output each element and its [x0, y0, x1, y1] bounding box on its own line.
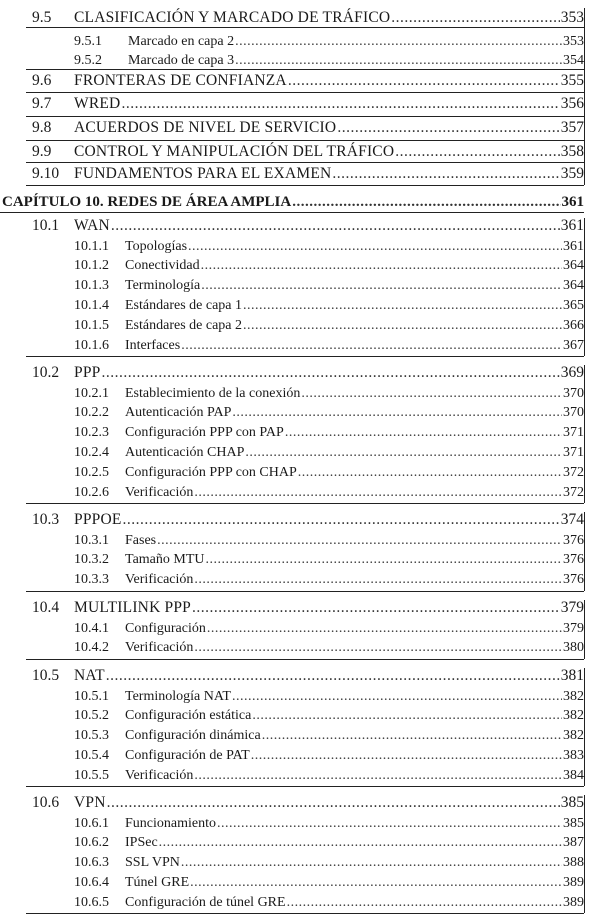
- entry-title: CLASIFICACIÓN Y MARCADO DE TRÁFICO: [74, 9, 391, 26]
- entry-title: Marcado de capa 3: [128, 53, 235, 68]
- dot-leader: [194, 638, 562, 658]
- entry-number: 9.6: [32, 72, 52, 89]
- entry-number: 10.3.3: [74, 572, 109, 587]
- entry-title: Estándares de capa 2: [125, 318, 242, 333]
- entry-page-number: 379: [560, 599, 584, 616]
- entry-page-number: 361: [560, 217, 584, 234]
- toc-subsection-entry[interactable]: [0, 403, 584, 423]
- entry-title: Verificación: [125, 485, 194, 500]
- entry-page-number: 370: [563, 386, 584, 401]
- group-border: [584, 600, 585, 659]
- entry-title: Túnel GRE: [125, 875, 190, 890]
- entry-title: Verificación: [125, 572, 194, 587]
- dot-leader: [190, 873, 562, 893]
- group-separator: [26, 27, 584, 28]
- entry-title: Configuración dinámica: [125, 728, 261, 743]
- toc-subsection-entry[interactable]: [0, 384, 584, 404]
- entry-title: Tamaño MTU: [125, 552, 205, 567]
- entry-title: PPPOE: [74, 511, 122, 528]
- group-separator: [26, 591, 584, 592]
- entry-number: 10.2.5: [74, 465, 109, 480]
- entry-page-number: 381: [560, 667, 584, 684]
- entry-title: CONTROL Y MANIPULACIÓN DEL TRÁFICO: [74, 143, 395, 160]
- entry-page-number: 361: [561, 194, 584, 210]
- entry-number: 10.3.2: [74, 552, 109, 567]
- entry-number: 10.6.4: [74, 875, 109, 890]
- group-separator: [26, 92, 584, 93]
- entry-number: 10.1.3: [74, 278, 109, 293]
- entry-page-number: 361: [563, 239, 584, 254]
- entry-page-number: 376: [563, 533, 584, 548]
- dot-leader: [232, 687, 562, 707]
- toc-subsection-entry[interactable]: [0, 336, 584, 356]
- dot-leader: [285, 423, 562, 443]
- entry-page-number: 372: [563, 465, 584, 480]
- entry-number: 10.1.6: [74, 338, 109, 353]
- entry-number: 10.6.2: [74, 835, 109, 850]
- group-separator: [26, 140, 584, 141]
- entry-page-number: 358: [560, 143, 584, 160]
- group-separator: [26, 116, 584, 117]
- entry-number: 10.5.5: [74, 768, 109, 783]
- entry-page-number: 366: [563, 318, 584, 333]
- toc-subsection-entry[interactable]: [0, 873, 584, 893]
- toc-section-entry[interactable]: [0, 71, 584, 91]
- dot-leader: [106, 666, 560, 686]
- entry-title: CAPÍTULO 10. REDES DE ÁREA AMPLIA: [2, 194, 292, 210]
- entry-title: Terminología NAT: [125, 689, 231, 704]
- dot-leader: [207, 619, 562, 639]
- dot-leader: [395, 142, 560, 162]
- entry-title: Autenticación PAP: [125, 405, 232, 420]
- toc-subsection-entry[interactable]: [0, 463, 584, 483]
- dot-leader: [201, 276, 562, 296]
- dot-leader: [391, 8, 559, 28]
- toc-subsection-entry[interactable]: [0, 687, 584, 707]
- entry-page-number: 374: [560, 511, 584, 528]
- dot-leader: [101, 363, 559, 383]
- entry-page-number: 382: [563, 689, 584, 704]
- entry-title: Verificación: [125, 640, 194, 655]
- dot-leader: [192, 598, 560, 618]
- entry-page-number: 382: [563, 708, 584, 723]
- entry-page-number: 353: [563, 34, 584, 49]
- dot-leader: [252, 706, 562, 726]
- group-border: [584, 512, 585, 591]
- dot-leader: [332, 164, 559, 184]
- entry-title: NAT: [74, 667, 105, 684]
- entry-title: Marcado en capa 2: [128, 34, 235, 49]
- dot-leader: [243, 296, 562, 316]
- entry-title: ACUERDOS DE NIVEL DE SERVICIO: [74, 119, 337, 136]
- toc-subsection-entry[interactable]: [0, 893, 584, 913]
- entry-title: Configuración: [125, 621, 206, 636]
- entry-number: 10.6.5: [74, 895, 109, 910]
- group-border: [584, 365, 585, 503]
- entry-page-number: 379: [563, 621, 584, 636]
- entry-page-number: 367: [563, 338, 584, 353]
- entry-page-number: 376: [563, 552, 584, 567]
- group-border: [584, 8, 585, 185]
- toc-section-entry[interactable]: [0, 94, 584, 114]
- entry-page-number: 370: [563, 405, 584, 420]
- dot-leader: [217, 814, 562, 834]
- group-border: [584, 218, 585, 356]
- entry-number: 10.5.3: [74, 728, 109, 743]
- entry-page-number: 364: [563, 278, 584, 293]
- entry-number: 10.2.6: [74, 485, 109, 500]
- toc-subsection-entry[interactable]: [0, 726, 584, 746]
- entry-title: Establecimiento de la conexión: [125, 386, 301, 401]
- entry-number: 9.5.2: [74, 53, 102, 68]
- entry-title: IPSec: [125, 835, 158, 850]
- entry-title: Interfaces: [125, 338, 181, 353]
- group-separator: [26, 356, 584, 357]
- dot-leader: [337, 118, 559, 138]
- toc-subsection-entry[interactable]: [0, 237, 584, 257]
- group-border: [584, 795, 585, 913]
- toc-subsection-entry[interactable]: [0, 316, 584, 336]
- toc-subsection-entry[interactable]: [0, 638, 584, 658]
- dot-leader: [251, 746, 562, 766]
- entry-number: 10.2.2: [74, 405, 109, 420]
- dot-leader: [201, 256, 562, 276]
- entry-page-number: 389: [563, 895, 584, 910]
- entry-page-number: 359: [560, 165, 584, 182]
- entry-number: 10.6.3: [74, 855, 109, 870]
- entry-number: 9.7: [32, 95, 52, 112]
- entry-number: 10.4.1: [74, 621, 109, 636]
- toc-section-entry[interactable]: [0, 142, 584, 162]
- dot-leader: [188, 237, 562, 257]
- entry-number: 9.5: [32, 9, 52, 26]
- toc-subsection-entry[interactable]: [0, 814, 584, 834]
- group-separator: [26, 503, 584, 504]
- toc-subsection-entry[interactable]: [0, 296, 584, 316]
- entry-number: 9.5.1: [74, 34, 102, 49]
- toc-section-entry[interactable]: [0, 8, 584, 28]
- entry-title: Fases: [125, 533, 157, 548]
- toc-subsection-entry[interactable]: [0, 833, 584, 853]
- toc-subsection-entry[interactable]: [0, 531, 584, 551]
- toc-subsection-entry[interactable]: [0, 853, 584, 873]
- toc-subsection-entry[interactable]: [0, 550, 584, 570]
- entry-number: 10.5.1: [74, 689, 109, 704]
- toc-section-entry[interactable]: [0, 164, 584, 184]
- dot-leader: [159, 833, 562, 853]
- entry-title: WAN: [74, 217, 110, 234]
- entry-number: 10.6.1: [74, 816, 109, 831]
- entry-title: Configuración de PAT: [125, 748, 250, 763]
- toc-subsection-entry[interactable]: [0, 423, 584, 443]
- entry-number: 10.4: [32, 599, 60, 616]
- group-separator: [26, 659, 584, 660]
- entry-page-number: 380: [563, 640, 584, 655]
- dot-leader: [107, 793, 560, 813]
- entry-page-number: 376: [563, 572, 584, 587]
- toc-subsection-entry[interactable]: [0, 746, 584, 766]
- entry-title: Funcionamiento: [125, 816, 216, 831]
- entry-page-number: 384: [563, 768, 584, 783]
- dot-leader: [245, 443, 562, 463]
- toc-subsection-entry[interactable]: [0, 766, 584, 786]
- entry-title: Terminología: [125, 278, 201, 293]
- chapter-heading-entry[interactable]: [0, 192, 584, 212]
- entry-number: 10.1.2: [74, 258, 109, 273]
- entry-page-number: 365: [563, 298, 584, 313]
- entry-title: Topologías: [125, 239, 188, 254]
- toc-section-entry[interactable]: [0, 666, 584, 686]
- toc-subsection-entry[interactable]: [0, 706, 584, 726]
- dot-leader: [181, 853, 562, 873]
- dot-leader: [301, 384, 562, 404]
- entry-title: Estándares de capa 1: [125, 298, 242, 313]
- entry-title: Configuración de túnel GRE: [125, 895, 286, 910]
- toc-section-entry[interactable]: [0, 598, 584, 618]
- entry-number: 10.5.2: [74, 708, 109, 723]
- entry-page-number: 364: [563, 258, 584, 273]
- entry-number: 10.2.1: [74, 386, 109, 401]
- entry-number: 10.3: [32, 511, 60, 528]
- entry-number: 10.4.2: [74, 640, 109, 655]
- entry-page-number: 355: [560, 72, 584, 89]
- dot-leader: [235, 32, 562, 52]
- entry-title: FRONTERAS DE CONFIANZA: [74, 72, 287, 89]
- entry-number: 10.6: [32, 794, 60, 811]
- group-separator: [26, 69, 584, 70]
- dot-leader: [111, 216, 560, 236]
- entry-number: 9.9: [32, 143, 52, 160]
- entry-page-number: 387: [563, 835, 584, 850]
- toc-section-entry[interactable]: [0, 510, 584, 530]
- entry-number: 10.1.4: [74, 298, 109, 313]
- dot-leader: [235, 51, 562, 71]
- entry-page-number: 371: [563, 445, 584, 460]
- toc-subsection-entry[interactable]: [0, 570, 584, 590]
- toc-subsection-entry[interactable]: [0, 51, 584, 71]
- entry-page-number: 383: [563, 748, 584, 763]
- entry-page-number: 385: [560, 794, 584, 811]
- dot-leader: [194, 570, 562, 590]
- entry-number: 10.5.4: [74, 748, 109, 763]
- entry-number: 10.5: [32, 667, 60, 684]
- entry-title: WRED: [74, 95, 121, 112]
- entry-title: FUNDAMENTOS PARA EL EXAMEN: [74, 165, 332, 182]
- toc-section-entry[interactable]: [0, 793, 584, 813]
- entry-number: 10.1.1: [74, 239, 109, 254]
- entry-title: PPP: [74, 364, 101, 381]
- entry-number: 10.2.3: [74, 425, 109, 440]
- dot-leader: [206, 550, 562, 570]
- entry-title: Configuración PPP con PAP: [125, 425, 284, 440]
- dot-leader: [262, 726, 562, 746]
- toc-subsection-entry[interactable]: [0, 619, 584, 639]
- entry-page-number: 388: [563, 855, 584, 870]
- group-separator: [26, 185, 584, 186]
- dot-leader: [194, 483, 562, 503]
- dot-leader: [287, 893, 562, 913]
- dot-leader: [157, 531, 562, 551]
- dot-leader: [298, 463, 562, 483]
- entry-title: SSL VPN: [125, 855, 180, 870]
- dot-leader: [292, 192, 560, 212]
- entry-number: 10.2.4: [74, 445, 109, 460]
- entry-page-number: 382: [563, 728, 584, 743]
- toc-section-entry[interactable]: [0, 363, 584, 383]
- entry-page-number: 357: [560, 119, 584, 136]
- entry-page-number: 354: [563, 53, 584, 68]
- entry-number: 10.1.5: [74, 318, 109, 333]
- entry-number: 9.8: [32, 119, 52, 136]
- entry-title: Autenticación CHAP: [125, 445, 245, 460]
- dot-leader: [121, 94, 559, 114]
- dot-leader: [181, 336, 562, 356]
- dot-leader: [288, 71, 560, 91]
- toc-subsection-entry[interactable]: [0, 483, 584, 503]
- entry-number: 10.3.1: [74, 533, 109, 548]
- entry-title: VPN: [74, 794, 106, 811]
- chapter-underline: [0, 212, 584, 213]
- group-separator: [26, 786, 584, 787]
- toc-subsection-entry[interactable]: [0, 276, 584, 296]
- entry-page-number: 389: [563, 875, 584, 890]
- group-separator: [26, 162, 584, 163]
- entry-page-number: 356: [560, 95, 584, 112]
- entry-page-number: 371: [563, 425, 584, 440]
- entry-title: Configuración PPP con CHAP: [125, 465, 297, 480]
- entry-title: Verificación: [125, 768, 194, 783]
- toc-subsection-entry[interactable]: [0, 443, 584, 463]
- group-border: [584, 668, 585, 786]
- entry-number: 9.10: [32, 165, 60, 182]
- toc-subsection-entry[interactable]: [0, 256, 584, 276]
- dot-leader: [123, 510, 560, 530]
- entry-page-number: 369: [560, 364, 584, 381]
- dot-leader: [243, 316, 562, 336]
- toc-section-entry[interactable]: [0, 118, 584, 138]
- toc-subsection-entry[interactable]: [0, 32, 584, 52]
- toc-section-entry[interactable]: [0, 216, 584, 236]
- entry-page-number: 353: [560, 9, 584, 26]
- entry-page-number: 385: [563, 816, 584, 831]
- entry-title: MULTILINK PPP: [74, 599, 192, 616]
- dot-leader: [232, 403, 562, 423]
- entry-title: Conectividad: [125, 258, 200, 273]
- entry-title: Configuración estática: [125, 708, 252, 723]
- entry-page-number: 372: [563, 485, 584, 500]
- dot-leader: [194, 766, 562, 786]
- entry-number: 10.1: [32, 217, 60, 234]
- entry-number: 10.2: [32, 364, 60, 381]
